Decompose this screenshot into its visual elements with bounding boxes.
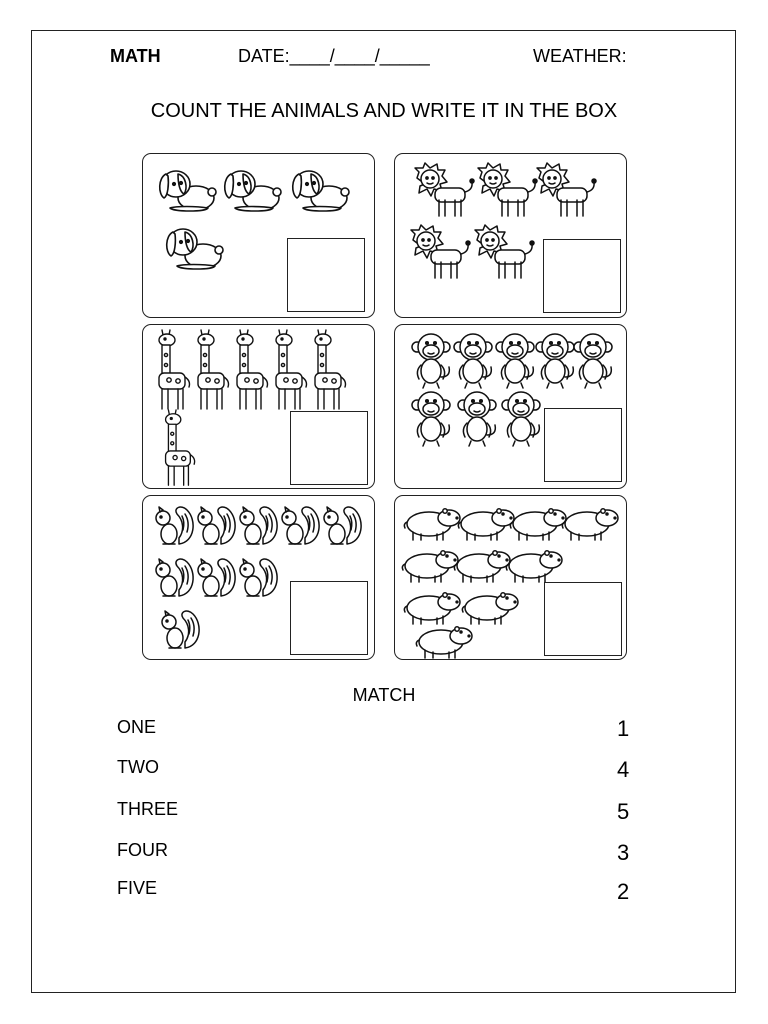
answer-box[interactable]: [290, 581, 368, 655]
subject-label: MATH: [110, 46, 161, 66]
match-number[interactable]: 5: [617, 799, 630, 824]
match-number[interactable]: 1: [617, 716, 630, 741]
counting-panel-giraffes: [142, 324, 375, 489]
hippo-icon: [413, 622, 475, 660]
instruction-heading: COUNT THE ANIMALS AND WRITE IT IN THE BOX: [150, 100, 618, 122]
giraffe-icon: [305, 329, 349, 413]
monkey-icon: [451, 331, 495, 389]
monkey-icon: [455, 389, 499, 447]
monkey-icon: [499, 389, 543, 447]
match-word[interactable]: TWO: [117, 757, 159, 777]
squirrel-icon: [319, 502, 365, 548]
match-word[interactable]: FIVE: [117, 878, 158, 898]
match-number[interactable]: 4: [617, 757, 630, 782]
counting-panel-squirrels: [142, 495, 375, 660]
lion-icon: [407, 162, 475, 220]
giraffe-icon: [149, 329, 193, 413]
lion-icon: [467, 224, 535, 282]
squirrel-icon: [151, 502, 197, 548]
squirrel-icon: [151, 554, 197, 600]
match-word[interactable]: THREE: [117, 799, 179, 819]
counting-panel-monkeys: [394, 324, 627, 489]
answer-box[interactable]: [287, 238, 365, 312]
monkey-icon: [409, 331, 453, 389]
date-field[interactable]: DATE:____/____/_____: [238, 46, 430, 66]
rabbit-icon: [289, 160, 349, 216]
match-word[interactable]: ONE: [117, 717, 157, 737]
squirrel-icon: [193, 502, 239, 548]
rabbit-icon: [221, 160, 281, 216]
rabbit-icon: [156, 160, 216, 216]
counting-panel-lions: [394, 153, 627, 318]
hippo-icon: [401, 588, 463, 626]
answer-box[interactable]: [543, 239, 621, 313]
monkey-icon: [493, 331, 537, 389]
counting-panel-rabbits: [142, 153, 375, 318]
squirrel-icon: [235, 502, 281, 548]
squirrel-icon: [157, 606, 203, 652]
match-number[interactable]: 3: [617, 840, 630, 865]
rabbit-icon: [163, 218, 223, 274]
hippo-icon: [459, 588, 521, 626]
monkey-icon: [571, 331, 615, 389]
lion-icon: [470, 162, 538, 220]
hippo-icon: [401, 504, 463, 542]
squirrel-icon: [193, 554, 239, 600]
hippo-icon: [503, 546, 565, 584]
squirrel-icon: [277, 502, 323, 548]
answer-box[interactable]: [290, 411, 368, 485]
counting-panel-hippos: [394, 495, 627, 660]
answer-box[interactable]: [544, 582, 622, 656]
giraffe-icon: [266, 329, 310, 413]
squirrel-icon: [235, 554, 281, 600]
match-title: MATCH: [352, 685, 416, 705]
lion-icon: [529, 162, 597, 220]
weather-label: WEATHER:: [533, 46, 627, 66]
answer-box[interactable]: [544, 408, 622, 482]
hippo-icon: [559, 504, 621, 542]
match-word[interactable]: FOUR: [117, 840, 168, 860]
giraffe-icon: [227, 329, 271, 413]
match-number[interactable]: 2: [617, 879, 630, 904]
lion-icon: [403, 224, 471, 282]
giraffe-icon: [155, 409, 199, 489]
giraffe-icon: [188, 329, 232, 413]
monkey-icon: [409, 389, 453, 447]
